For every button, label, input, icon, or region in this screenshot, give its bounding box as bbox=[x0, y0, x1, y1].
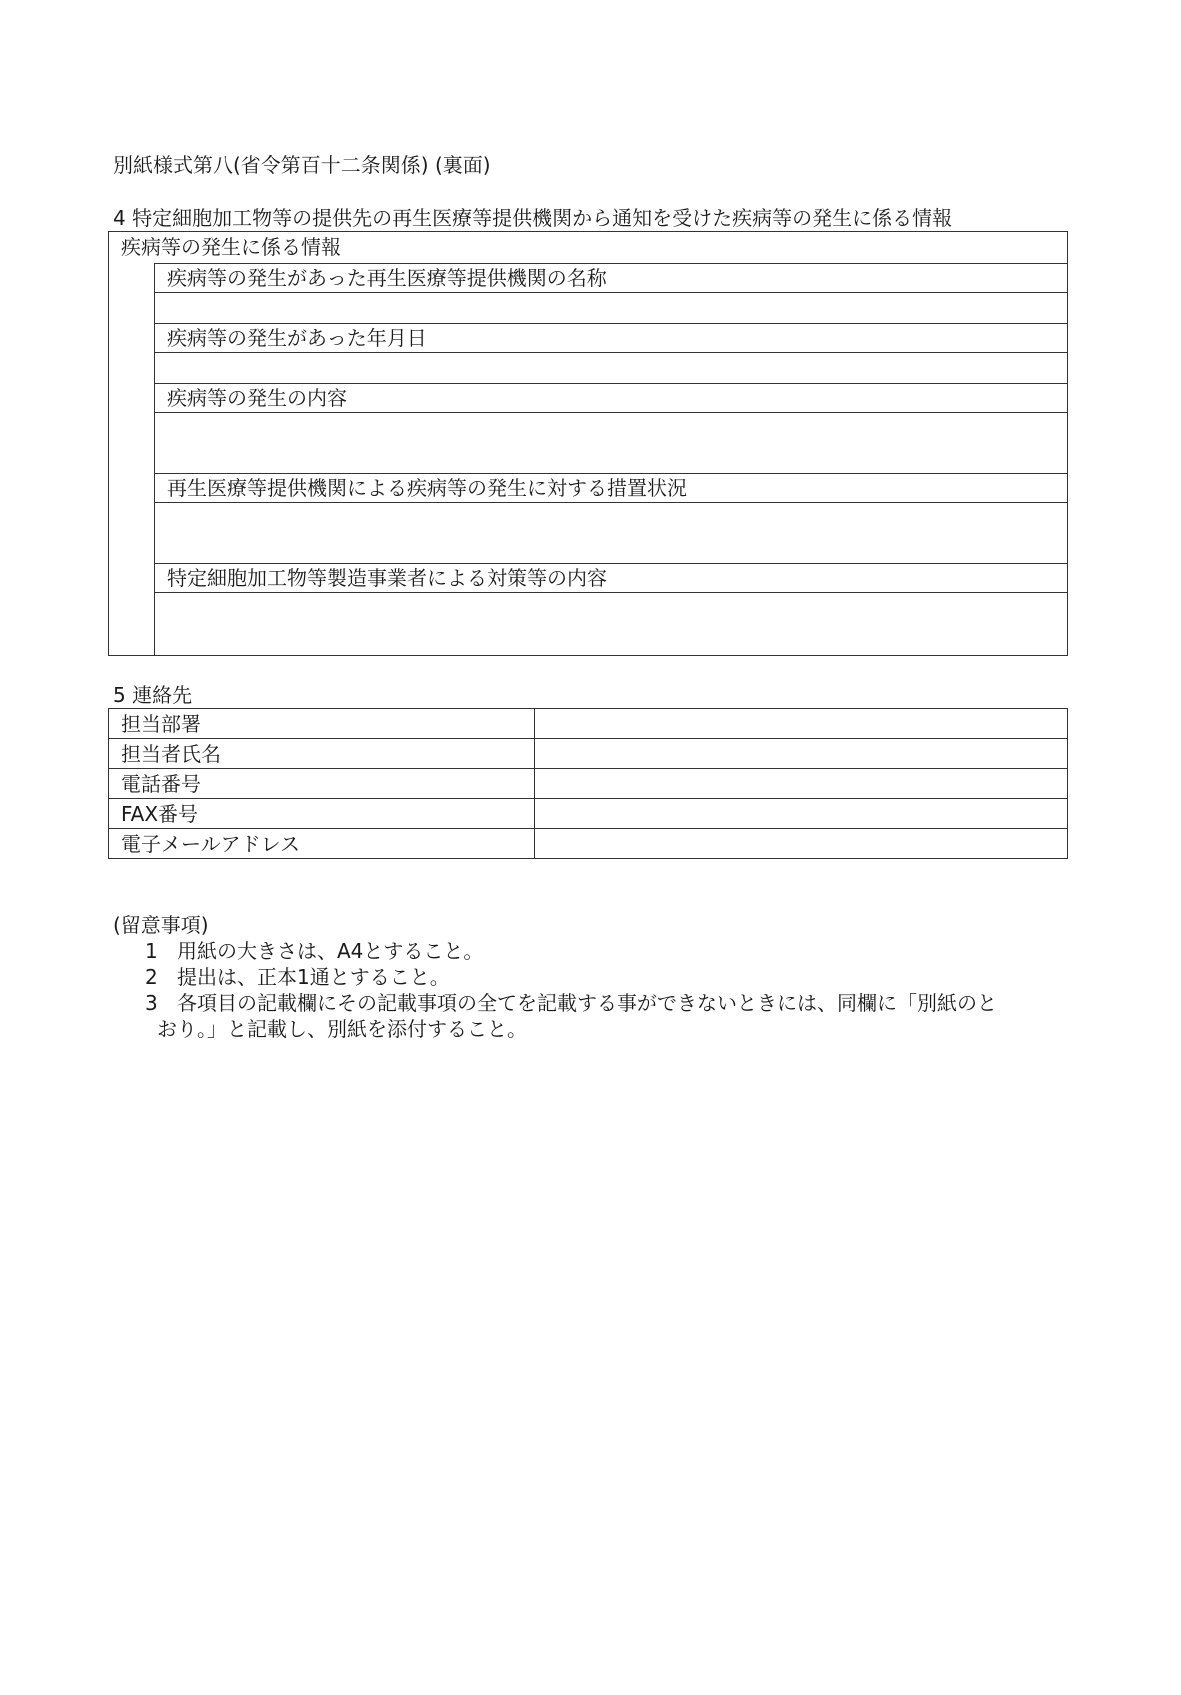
table-row bbox=[109, 769, 1068, 799]
form-header: 別紙様式第八(省令第百十二条関係) (裏面) bbox=[113, 153, 491, 177]
item-label-facility-measures: 再生医療等提供機関による疾病等の発生に対する措置状況 bbox=[155, 473, 1068, 474]
contact-label-email: 電子メールアドレス bbox=[109, 829, 535, 859]
disease-info-items bbox=[154, 263, 1068, 656]
table-row bbox=[109, 709, 1068, 739]
contact-label-fax: FAX番号 bbox=[109, 799, 535, 829]
field-occurrence-content[interactable] bbox=[155, 412, 1068, 413]
contact-value-department[interactable] bbox=[535, 709, 1068, 739]
section-5-title: 5 連絡先 bbox=[113, 683, 193, 707]
field-facility-measures[interactable] bbox=[155, 502, 1068, 503]
section-4-title: 4 特定細胞加工物等の提供先の再生医療等提供機関から通知を受けた疾病等の発生に係る情報 bbox=[113, 206, 953, 230]
contact-value-phone[interactable] bbox=[535, 769, 1068, 799]
note-item-3-continued: おり。」と記載し、別紙を添付すること。 bbox=[157, 1017, 527, 1041]
notes-title: (留意事項) bbox=[113, 913, 209, 937]
table-row bbox=[109, 799, 1068, 829]
table-row bbox=[109, 739, 1068, 769]
note-item-2: 2 提出は、正本1通とすること。 bbox=[145, 965, 450, 989]
note-item-1: 1 用紙の大きさは、A4とすること。 bbox=[145, 939, 484, 963]
disease-info-frame bbox=[108, 231, 1068, 656]
item-label-manufacturer-measures: 特定細胞加工物等製造事業者による対策等の内容 bbox=[155, 563, 1068, 564]
item-label-facility-name: 疾病等の発生があった再生医療等提供機関の名称 bbox=[155, 263, 1068, 264]
field-facility-name[interactable] bbox=[155, 292, 1068, 293]
contact-value-fax[interactable] bbox=[535, 799, 1068, 829]
item-label-occurrence-date: 疾病等の発生があった年月日 bbox=[155, 323, 1068, 324]
contact-label-department: 担当部署 bbox=[109, 709, 535, 739]
field-manufacturer-measures[interactable] bbox=[155, 592, 1068, 593]
contact-label-phone: 電話番号 bbox=[109, 769, 535, 799]
item-label-occurrence-content: 疾病等の発生の内容 bbox=[155, 383, 1068, 384]
contact-table bbox=[108, 708, 1068, 859]
field-occurrence-date[interactable] bbox=[155, 352, 1068, 353]
contact-value-email[interactable] bbox=[535, 829, 1068, 859]
contact-label-person: 担当者氏名 bbox=[109, 739, 535, 769]
contact-value-person[interactable] bbox=[535, 739, 1068, 769]
table-row bbox=[109, 829, 1068, 859]
disease-info-label: 疾病等の発生に係る情報 bbox=[121, 235, 341, 259]
note-item-3: 3 各項目の記載欄にその記載事項の全てを記載する事ができないときには、同欄に「別紙のと bbox=[145, 991, 997, 1015]
